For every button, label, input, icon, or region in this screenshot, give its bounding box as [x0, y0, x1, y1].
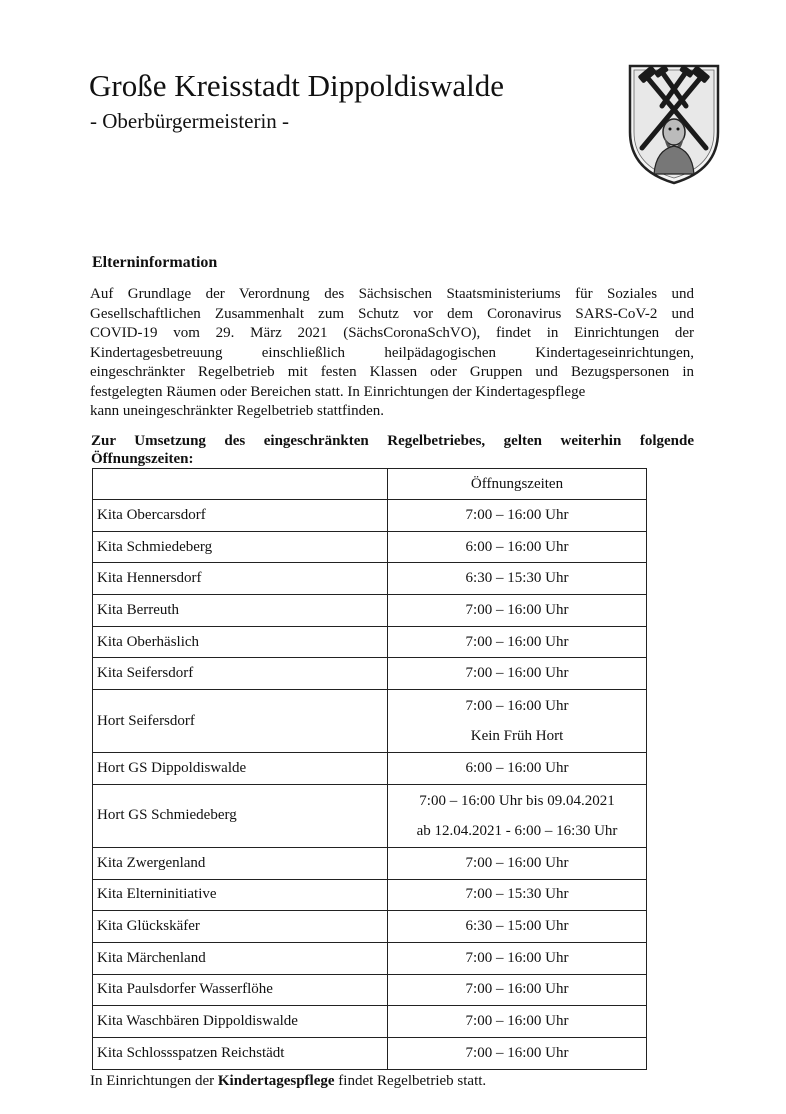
facility-name-cell: Kita Schmiedeberg [93, 531, 388, 563]
facility-name-cell: Kita Waschbären Dippoldiswalde [93, 1006, 388, 1038]
footer-text: findet Regelbetrieb statt. [334, 1073, 487, 1089]
table-row [93, 1037, 647, 1069]
opening-hours-cell: 7:00 – 16:00 Uhr [388, 974, 647, 1006]
opening-hours-table [92, 468, 647, 1070]
table-row [93, 911, 647, 943]
opening-hours-cell: 7:00 – 16:00 Uhr [388, 847, 647, 879]
paragraph-line: Auf Grundlage der Verordnung des Sächsischen Staatsministeriums für Soziales und [90, 286, 694, 302]
table-row [93, 942, 647, 974]
opening-hours-text: 7:00 – 16:00 Uhr [465, 698, 569, 715]
opening-hours-cell: 6:00 – 16:00 Uhr [388, 531, 647, 563]
opening-hours-cell: 7:00 – 16:00 Uhr [388, 1037, 647, 1069]
table-header-row [93, 469, 647, 500]
table-row [93, 974, 647, 1006]
opening-hours-cell: 7:00 – 16:00 Uhr [388, 595, 647, 627]
facility-name-cell: Kita Schlossspatzen Reichstädt [93, 1037, 388, 1069]
table-intro-line: Öffnungszeiten: [91, 451, 194, 467]
table-row [93, 658, 647, 690]
opening-hours-cell: 6:00 – 16:00 Uhr [388, 753, 647, 785]
opening-hours-cell [388, 784, 647, 847]
paragraph-line: festgelegten Räumen oder Bereichen statt. In Einrichtungen der Kindertagespflege [90, 383, 586, 400]
facility-name-cell: Hort Seifersdorf [93, 690, 388, 753]
facility-name-cell: Kita Märchenland [93, 942, 388, 974]
opening-hours-text: 7:00 – 16:00 Uhr bis 09.04.2021 [419, 792, 615, 809]
opening-hours-cell: 7:00 – 15:30 Uhr [388, 879, 647, 911]
paragraph-line: Gesellschaftlichen Zusammenhalt zum Schutz vor dem Coronavirus SARS-CoV-2 und [90, 305, 694, 322]
table-row [93, 626, 647, 658]
facility-name-cell: Hort GS Schmiedeberg [93, 784, 388, 847]
table-row [93, 595, 647, 627]
opening-hours-cell: 7:00 – 16:00 Uhr [388, 942, 647, 974]
table-intro [91, 432, 694, 468]
opening-hours-cell: 7:00 – 16:00 Uhr [388, 1006, 647, 1038]
footer-note [90, 1071, 486, 1091]
header-cell-facility [93, 469, 388, 500]
table-row [93, 784, 647, 847]
table-row [93, 500, 647, 532]
table-row [93, 690, 647, 753]
opening-hours-cell: 7:00 – 16:00 Uhr [388, 658, 647, 690]
table-intro-line: Zur Umsetzung des eingeschränkten Regelbetriebes, gelten weiterhin folgende [91, 433, 694, 449]
opening-hours-cell [388, 690, 647, 753]
table-row [93, 847, 647, 879]
footer-text: In Einrichtungen der [90, 1073, 218, 1089]
facility-name-cell: Kita Oberhäslich [93, 626, 388, 658]
facility-name-cell: Kita Seifersdorf [93, 658, 388, 690]
paragraph-line: Kindertagesbetreuung einschließlich heilpädagogischen Kindertageseinrichtungen, [90, 344, 694, 361]
page-title: Große Kreisstadt Dippoldiswalde [89, 68, 504, 103]
facility-name-cell: Kita Glückskäfer [93, 911, 388, 943]
opening-hours-cell: 7:00 – 16:00 Uhr [388, 626, 647, 658]
paragraph-line: COVID-19 vom 29. März 2021 (SächsCoronaSchVO), findet in Einrichtungen der [90, 325, 694, 341]
facility-name-cell: Hort GS Dippoldiswalde [93, 753, 388, 785]
facility-name-cell: Kita Paulsdorfer Wasserflöhe [93, 974, 388, 1006]
footer-emphasis: Kindertagespflege [217, 1073, 335, 1089]
paragraph-line: eingeschränkter Regelbetrieb mit festen Klassen oder Gruppen und Bezugspersonen in [90, 364, 694, 380]
facility-name-cell: Kita Berreuth [93, 595, 388, 627]
opening-hours-note: Kein Früh Hort [470, 728, 564, 745]
facility-name-cell: Kita Zwergenland [93, 847, 388, 879]
opening-hours-note: ab 12.04.2021 - 6:00 – 16:30 Uhr [416, 822, 618, 839]
header-cell-hours: Öffnungszeiten [388, 469, 647, 500]
info-paragraph [90, 285, 694, 422]
facility-name-cell: Kita Hennersdorf [93, 563, 388, 595]
paragraph-line: kann uneingeschränkter Regelbetrieb stattfinden. [90, 403, 385, 419]
coat-of-arms-icon [626, 62, 722, 186]
page-subtitle: - Oberbürgermeisterin - [90, 109, 290, 133]
table-row [93, 753, 647, 785]
opening-hours-cell: 6:30 – 15:30 Uhr [388, 563, 647, 595]
opening-hours-cell: 6:30 – 15:00 Uhr [388, 911, 647, 943]
opening-hours-cell: 7:00 – 16:00 Uhr [388, 500, 647, 532]
table-row [93, 563, 647, 595]
facility-name-cell: Kita Elterninitiative [93, 879, 388, 911]
table-row [93, 531, 647, 563]
facility-name-cell: Kita Obercarsdorf [93, 500, 388, 532]
table-row [93, 1006, 647, 1038]
table-row [93, 879, 647, 911]
section-heading: Elterninformation [92, 254, 218, 271]
